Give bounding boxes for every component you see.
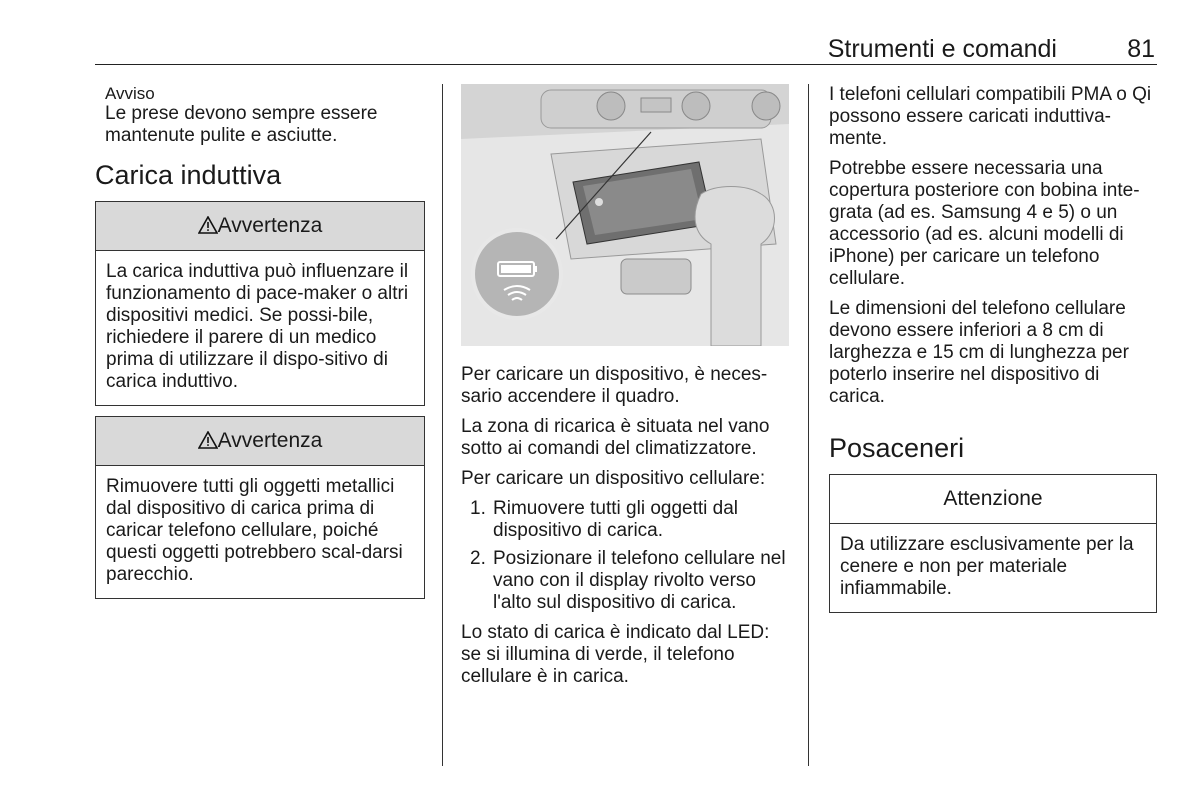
paragraph: La zona di ricarica è situata nel vano sotto ai comandi del climatizzatore. [461, 416, 770, 459]
paragraph: I telefoni cellulari compatibili PMA o Qi possono essere caricati induttiva-mente. [829, 84, 1152, 149]
section-heading-ashtray: Posaceneri [829, 433, 965, 463]
paragraph: Per caricare un dispositivo, è neces-sario accendere il quadro. [461, 364, 768, 407]
column-left [95, 84, 425, 609]
warning-header [96, 417, 424, 466]
warning-box [95, 416, 425, 599]
paragraph: Lo stato di carica è indicato dal LED: se si illumina di verde, il telefono cellulare è in carica. [461, 622, 770, 687]
section-heading-inductive: Carica induttiva [95, 160, 282, 190]
caution-text: Da utilizzare esclusivamente per la cenere e non per materiale infiammabile. [840, 534, 1134, 599]
paragraph: Le dimensioni del telefono cellulare devono essere inferiori a 8 cm di larghezza e 15 cm di lunghezza per poterlo inserire nel dispositivo di carica. [829, 298, 1129, 407]
warning-header [96, 202, 424, 251]
notice-title: Avviso [105, 84, 155, 103]
paragraph: Potrebbe essere necessaria una copertura posteriore con bobina inte-grata (ad es. Samsung 4 e 5) o un accessorio (ad es. alcuni modelli di iPhone) per caricare un telefono cellulare. [829, 158, 1140, 289]
page-number: 81 [1127, 35, 1155, 63]
warning-box [95, 201, 425, 406]
list-item [461, 548, 789, 614]
page-header [95, 32, 1157, 65]
steps-list [461, 498, 789, 614]
column-divider [442, 84, 443, 766]
warning-text: Rimuovere tutti gli oggetti metallici dal dispositivo di carica prima di caricar telefono cellulare, poiché questi oggetti potrebbero scal-darsi parecchio. [106, 476, 403, 585]
caution-box [829, 474, 1157, 613]
step-number: 2. [470, 548, 486, 569]
warning-text: La carica induttiva può influenzare il funzionamento di pace-maker o altri dispositivi medici. Se possi-bile, richiedere il parere di un medico prima di utilizzare il dispo-sitivo di carica induttivo. [106, 261, 409, 392]
step-text: Rimuovere tutti gli oggetti dal dispositivo di carica. [493, 498, 739, 541]
column-middle [461, 84, 789, 696]
step-number: 1. [470, 498, 486, 519]
warning-label: Avvertenza [217, 429, 323, 452]
section-title: Strumenti e comandi [827, 35, 1057, 63]
step-text: Posizionare il telefono cellulare nel vano con il display rivolto verso l'alto sul dispositivo di carica. [493, 548, 786, 613]
list-item [461, 498, 789, 542]
inductive-charger-illustration [461, 84, 789, 346]
warning-label: Avvertenza [217, 214, 323, 237]
notice-text: Le prese devono sempre essere mantenute pulite e asciutte. [105, 103, 378, 146]
column-divider [808, 84, 809, 766]
warning-triangle-icon [198, 431, 218, 449]
paragraph: Per caricare un dispositivo cellulare: [461, 468, 766, 489]
warning-triangle-icon [198, 216, 218, 234]
column-right [829, 84, 1157, 623]
caution-header: Attenzione [830, 475, 1156, 524]
